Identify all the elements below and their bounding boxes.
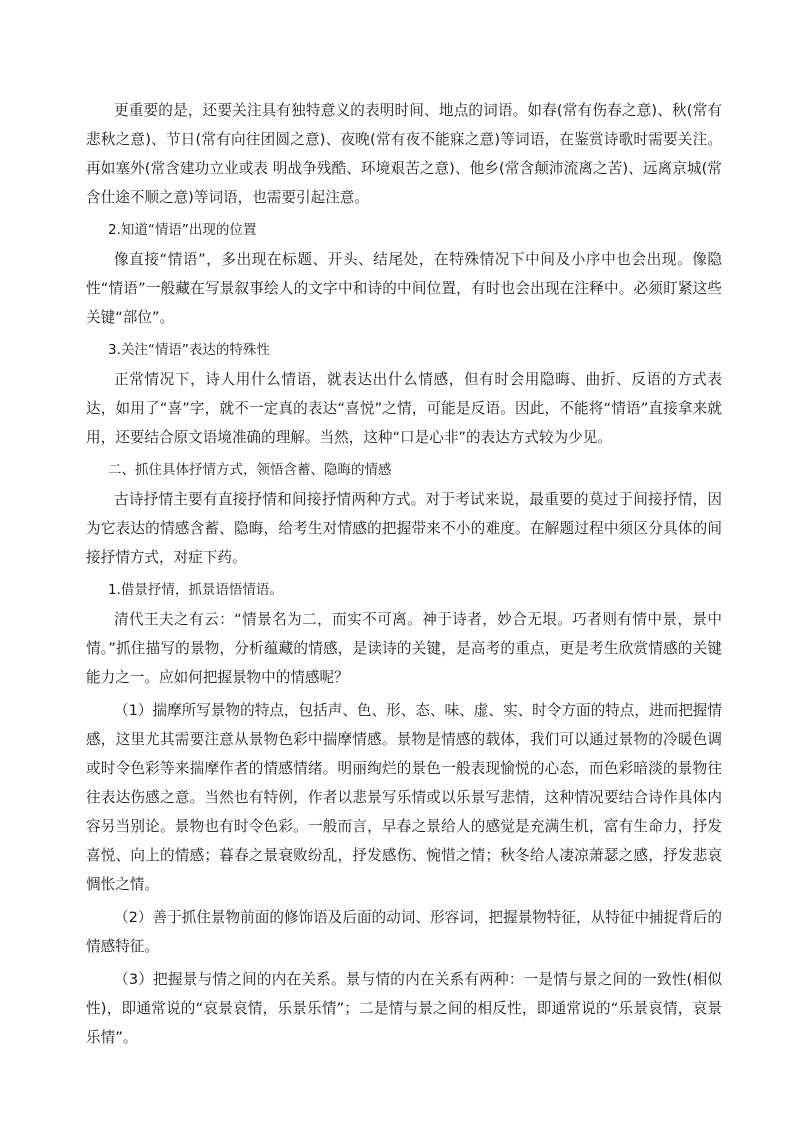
paragraph-emotion-word-special: 正常情况下，诗人用什么情语，就表达出什么情感，但有时会用隐晦、曲折、反语的方式表达，如用了“喜”字，就不一定真的表达“喜悦”之情，可能是反语。因此，不能将“情语”直接拿来就用，还要结合原文语境准确的理解。当然，这种“口是心非”的表达方式较为少见。: [86, 371, 722, 446]
subheading-scenery-emotion: 1.借景抒情，抓景语悟情语。: [108, 582, 283, 598]
paragraph-point-3: （3）把握景与情之间的内在关系。景与情的内在关系有两种：一是情与景之间的一致性(相似性)，即通常说的“哀景哀情，乐景乐情”；二是情与景之间的相反性，即通常说的“乐景哀情，哀景乐情”。: [86, 971, 722, 1046]
section-heading-lyric-methods: 二、抓住具体抒情方式，领悟含蓄、隐晦的情感: [108, 462, 392, 478]
paragraph-lyric-methods: 古诗抒情主要有直接抒情和间接抒情两种方式。对于考试来说，最重要的莫过于间接抒情，因为它表达的情感含蓄、隐晦，给考生对情感的把握带来不小的难度。在解题过程中须区分具体的间接抒情方式，对症下药。: [86, 491, 722, 566]
subheading-emotion-word-position: 2.知道“情语”出现的位置: [108, 222, 257, 238]
paragraph-wang-fuzhi-quote: 清代王夫之有云：“情景名为二，而实不可离。神于诗者，妙合无垠。巧者则有情中景，景中情。”抓住描写的景物，分析蕴藏的情感，是读诗的关键，是高考的重点，更是考生欣赏情感的关键能力之一。应如何把握景物中的情感呢？: [86, 611, 722, 686]
subheading-emotion-word-special: 3.关注“情语”表达的特殊性: [108, 342, 270, 358]
paragraph-time-place-words: 更重要的是，还要关注具有独特意义的表明时间、地点的词语。如春(常有伤春之意)、秋(常有悲秋之意)、节日(常有向往团圆之意)、夜晚(常有夜不能寐之意)等词语，在鉴赏诗歌时需要关注。再如塞外(常含建功立业或表 明战争残酷、环境艰苦之意)、他乡(常含颠沛流离之苦)、远离京城(常含仕途不顺之意)等词语，也需要引起注意。: [86, 102, 722, 206]
paragraph-point-1: （1）揣摩所写景物的特点，包括声、色、形、态、味、虚、实、时令方面的特点，进而把握情感，这里尤其需要注意从景物色彩中揣摩情感。景物是情感的载体，我们可以通过景物的冷暖色调或时令色彩等来揣摩作者的情感情绪。明丽绚烂的景色一般表现愉悦的心态，而色彩暗淡的景物往往表达伤感之意。当然也有特例，作者以悲景写乐情或以乐景写悲情，这种情况要结合诗作具体内容另当别论。景物也有时令色彩。一般而言，早春之景给人的感觉是充满生机，富有生命力，抒发喜悦、向上的情感；暮春之景衰败纷乱，抒发感伤、惋惜之情；秋冬给人凄凉萧瑟之感，抒发悲哀惆怅之情。: [86, 702, 722, 893]
document-body: [86, 96, 722, 1052]
paragraph-point-2: （2）善于抓住景物前面的修饰语及后面的动词、形容词，把握景物特征，从特征中捕捉背后的情感特征。: [86, 909, 722, 955]
paragraph-emotion-word-position: 像直接“情语”，多出现在标题、开头、结尾处，在特殊情况下中间及小序中也会出现。像隐性“情语”一般藏在写景叙事绘人的文字中和诗的中间位置，有时也会出现在注释中。必须盯紧这些关键“部位”。: [86, 251, 722, 326]
